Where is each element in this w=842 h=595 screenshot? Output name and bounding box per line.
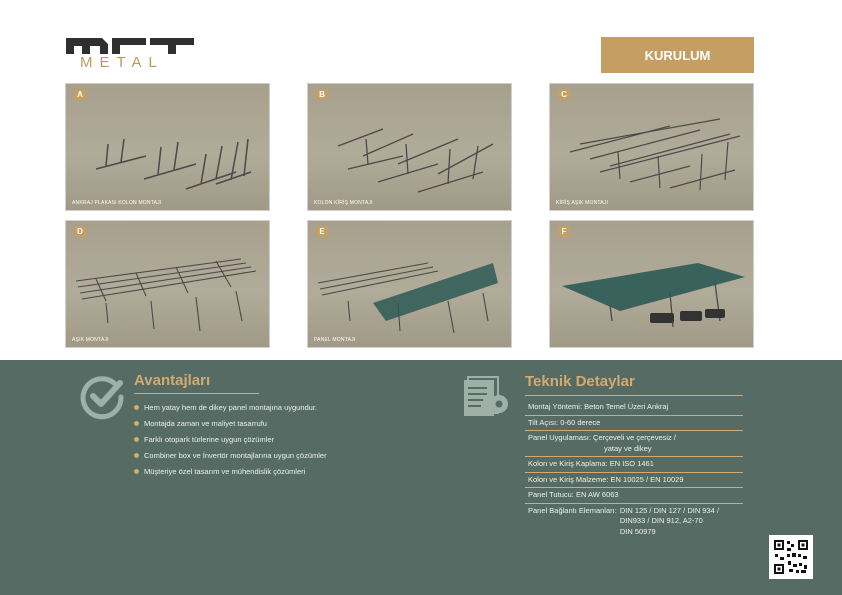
step-letter: C <box>558 89 570 100</box>
document-gear-icon <box>461 374 511 420</box>
bullet-icon <box>134 421 139 426</box>
check-circle-icon <box>80 375 126 421</box>
list-item: Combiner box ve İnvertör montajlarına uygun çözümler <box>134 451 327 467</box>
tech-row: Panel Tutucu: EN AW 6063 <box>525 488 743 504</box>
list-item: Hem yatay hem de dikey panel montajına uygundur. <box>134 403 327 419</box>
tech-row: Kolon ve Kiriş Kaplama: EN ISO 1461 <box>525 457 743 473</box>
tech-row-key: Panel Bağlantı Elemanları: <box>528 505 617 515</box>
step-tile-d <box>65 220 270 348</box>
step-tile-a <box>65 83 270 211</box>
step-tile-c <box>549 83 754 211</box>
tech-row-line: DIN 125 / DIN 127 / DIN 934 / <box>619 505 720 515</box>
step-caption: PANEL MONTAJI <box>314 337 356 343</box>
tech-row <box>525 504 743 540</box>
step-f-render <box>550 221 754 348</box>
tech-title: Teknik Detaylar <box>525 373 635 390</box>
step-letter: A <box>74 89 86 100</box>
tech-row <box>525 431 743 457</box>
tech-row: Kolon ve Kiriş Malzeme: EN 10025 / EN 10029 <box>525 473 743 489</box>
step-letter: D <box>74 226 86 237</box>
advantages-title: Avantajları <box>134 372 211 389</box>
step-letter: B <box>316 89 328 100</box>
bullet-icon <box>134 405 139 410</box>
step-caption: KİRİŞ AŞIK MONTAJI <box>556 200 609 206</box>
brand-subtitle: METAL <box>80 54 164 71</box>
advantages-divider <box>134 393 259 394</box>
step-caption: ANKRAJ PLAKASI KOLON MONTAJI <box>72 200 162 206</box>
advantages-list <box>134 403 327 483</box>
tech-row: Tilt Açısı: 0-60 derece <box>525 416 743 432</box>
step-tile-e <box>307 220 512 348</box>
tech-table <box>525 400 743 539</box>
step-caption: KOLON KİRİŞ MONTAJI <box>314 200 373 206</box>
step-b-render <box>308 84 512 211</box>
tech-row-line: DIN933 / DIN 912, A2-70 <box>619 516 703 525</box>
list-item: Montajda zaman ve maliyet tasarrufu <box>134 419 327 435</box>
tech-row-line: DIN 50979 <box>619 526 656 536</box>
step-e-render <box>308 221 512 348</box>
tech-row: Montaj Yöntemi: Beton Temel Üzeri Ankraj <box>525 400 743 416</box>
list-item: Müşteriye özel tasarım ve mühendislik çözümleri <box>134 467 327 483</box>
bullet-icon <box>134 469 139 474</box>
step-c-render <box>550 84 754 211</box>
step-tile-f <box>549 220 754 348</box>
qr-code-icon[interactable] <box>769 535 813 579</box>
tech-row-values <box>620 506 719 538</box>
list-item: Farklı otopark türlerine uygun çözümler <box>134 435 327 451</box>
tech-row-line: yatay ve dikey <box>604 443 652 453</box>
step-tile-b <box>307 83 512 211</box>
step-caption: AŞIK MONTAJI <box>72 337 109 343</box>
bullet-icon <box>134 453 139 458</box>
step-letter: F <box>558 226 570 237</box>
step-letter: E <box>316 226 328 237</box>
bullet-icon <box>134 437 139 442</box>
section-badge: KURULUM <box>601 37 754 73</box>
step-d-render <box>66 221 270 348</box>
step-a-render <box>66 84 270 211</box>
tech-divider <box>525 395 743 396</box>
tech-row-line: Panel Uygulaması: Çerçeveli ve çerçevesiz / <box>528 433 676 442</box>
